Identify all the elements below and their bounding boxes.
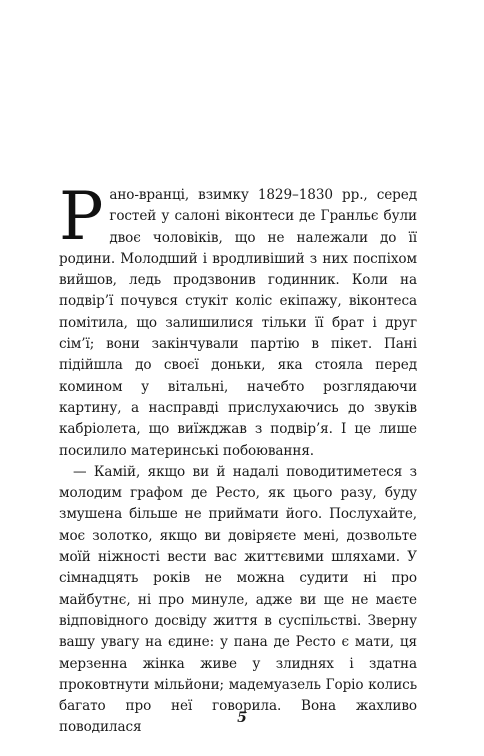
paragraph-opening	[59, 178, 417, 462]
paragraph-1-text: ано-вранці, взимку 1829–1830 рр., серед гостей у салоні віконтеси де Гранльє були двоє чоловіків, що не належали до її родини. Молодший і вродливіший з них поспіхом вийшов, ледь продзвонив годинник. Коли на подвір’ї почувся стукіт коліс екіпажу, віконтеса помітила, що залишилися тільки її брат і друг сім’ї; вони закінчували партію в пікет. Пані підійшла до своєї доньки, яка стояла перед комином у вітальні, начебто розглядаючи картину, а насправді прислухаючись до звуків кабріолета, що виїжджав з подвір’я. І це лише посилило материнські побоювання.	[59, 187, 417, 459]
drop-cap: Р	[59, 178, 104, 255]
body-text	[59, 178, 417, 739]
page-number: 5	[237, 710, 247, 726]
paragraph-dialogue	[59, 462, 417, 739]
paragraph-2-text: — Камій, якщо ви й надалі поводитиметеся з молодим графом де Ресто, як цього разу, буду змушена більше не приймати його. Послухайте, моє золотко, якщо ви довіряєте мені, дозвольте моїй ніжності вести вас життєвими шляхами. У сімнадцять років не можна судити ні про майбутнє, ні про минуле, адже ви ще не маєте відповідного досвіду життя в суспільстві. Зверну вашу увагу на єдине: у пана де Ресто є мати, ця мерзенна жінка живе у злиднях і здатна проковтнути мільйони; мадемуазель Горіо колись багато про неї говорила. Вона жахливо поводилася	[59, 463, 417, 736]
